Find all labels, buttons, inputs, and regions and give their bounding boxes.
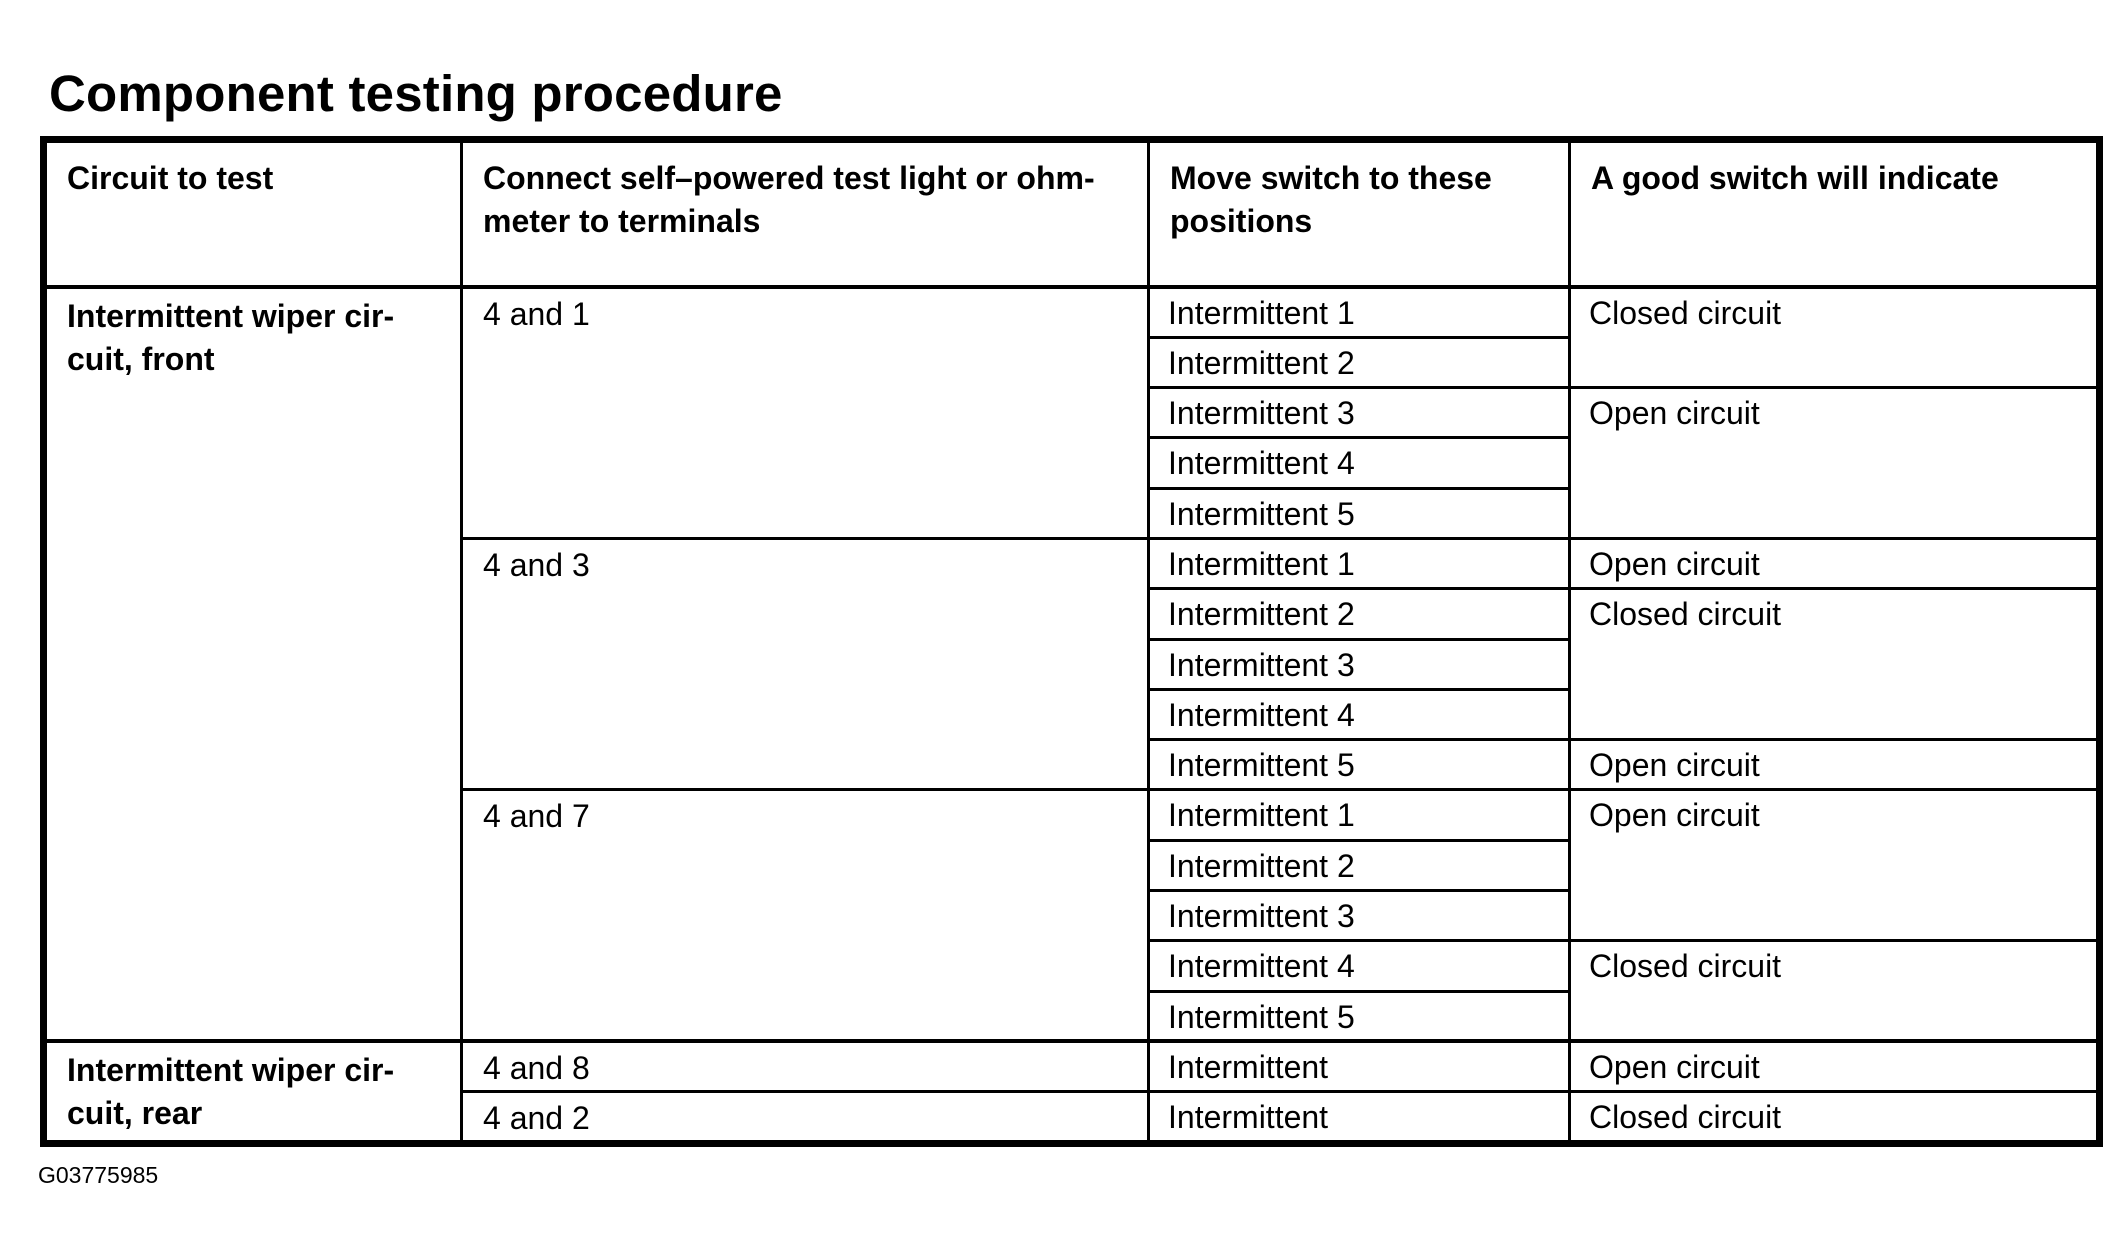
position-cell: Intermittent 4: [1149, 438, 1570, 488]
header-circuit-to-test: Circuit to test: [44, 140, 462, 288]
terminals-4-and-2: 4 and 2: [462, 1092, 1149, 1144]
header-good-switch-indication: A good switch will indicate: [1570, 140, 2100, 288]
indication-cell: Closed circuit: [1570, 287, 2100, 388]
table-row: [44, 287, 2100, 337]
position-cell: Intermittent 4: [1149, 689, 1570, 739]
position-cell: Intermittent 5: [1149, 991, 1570, 1041]
table-header-row: [44, 140, 2100, 288]
position-cell: Intermittent 2: [1149, 337, 1570, 387]
indication-cell: Open circuit: [1570, 790, 2100, 941]
terminals-4-and-7: 4 and 7: [462, 790, 1149, 1041]
terminals-4-and-1: 4 and 1: [462, 287, 1149, 538]
page-title: Component testing procedure: [49, 65, 783, 122]
position-cell: Intermittent 5: [1149, 488, 1570, 538]
circuit-front: Intermittent wiper cir- cuit, front: [44, 287, 462, 1041]
indication-cell: Open circuit: [1570, 1041, 2100, 1092]
position-cell: Intermittent 5: [1149, 740, 1570, 790]
position-cell: Intermittent: [1149, 1092, 1570, 1144]
terminals-4-and-8: 4 and 8: [462, 1041, 1149, 1092]
indication-cell: Closed circuit: [1570, 1092, 2100, 1144]
header-switch-positions: Move switch to these positions: [1149, 140, 1570, 288]
indication-cell: Closed circuit: [1570, 941, 2100, 1042]
position-cell: Intermittent 3: [1149, 891, 1570, 941]
figure-id: G03775985: [38, 1162, 159, 1188]
circuit-rear: Intermittent wiper cir- cuit, rear: [44, 1041, 462, 1144]
header-connect-terminals: Connect self–powered test light or ohm- meter to terminals: [462, 140, 1149, 288]
position-cell: Intermittent 2: [1149, 840, 1570, 890]
terminals-4-and-3: 4 and 3: [462, 538, 1149, 789]
position-cell: Intermittent 3: [1149, 639, 1570, 689]
position-cell: Intermittent 2: [1149, 589, 1570, 639]
position-cell: Intermittent: [1149, 1041, 1570, 1092]
position-cell: Intermittent 4: [1149, 941, 1570, 991]
table-row: [44, 1041, 2100, 1092]
position-cell: Intermittent 1: [1149, 538, 1570, 588]
position-cell: Intermittent 1: [1149, 790, 1570, 840]
component-testing-table: [40, 136, 2103, 1147]
indication-cell: Open circuit: [1570, 538, 2100, 588]
position-cell: Intermittent 3: [1149, 388, 1570, 438]
indication-cell: Open circuit: [1570, 388, 2100, 539]
position-cell: Intermittent 1: [1149, 287, 1570, 337]
indication-cell: Open circuit: [1570, 740, 2100, 790]
indication-cell: Closed circuit: [1570, 589, 2100, 740]
